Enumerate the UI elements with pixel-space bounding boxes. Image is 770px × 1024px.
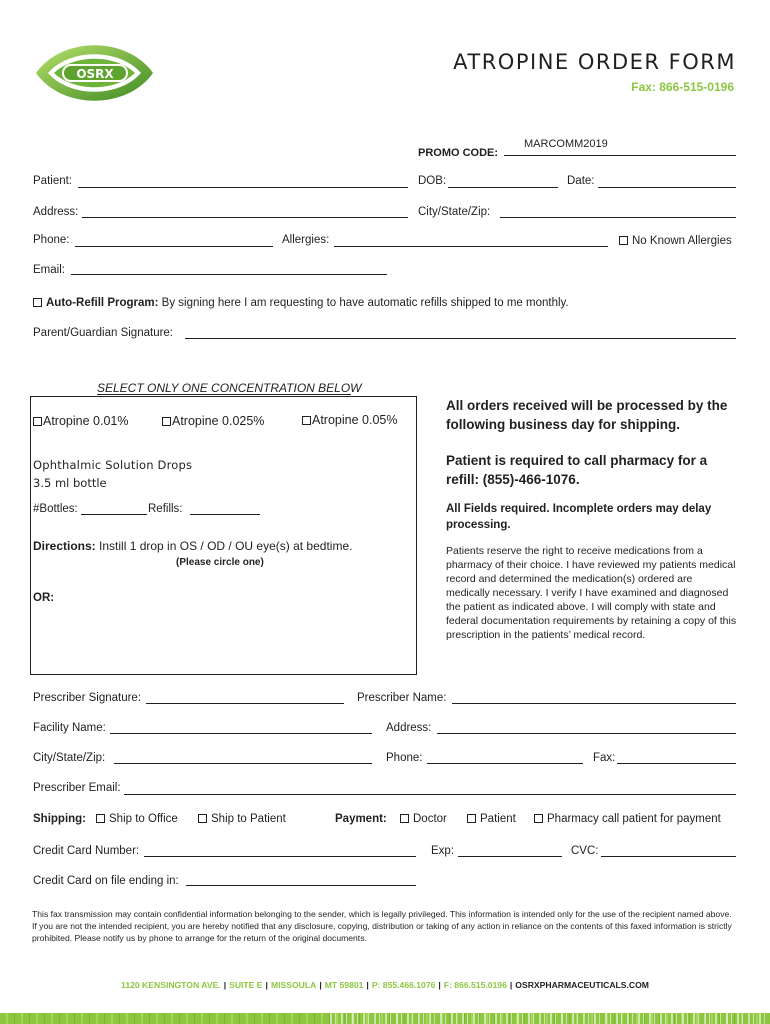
card-number-label: Credit Card Number: bbox=[33, 845, 140, 857]
payment-label: Payment: bbox=[335, 813, 387, 825]
pay-doctor-option[interactable]: Doctor bbox=[400, 813, 447, 825]
pay-doctor-checkbox[interactable] bbox=[400, 814, 409, 823]
processing-note: All orders received will be processed by the following business day for shipping. bbox=[446, 398, 728, 432]
pay-patient-option[interactable]: Patient bbox=[467, 813, 516, 825]
product-line-1: Ophthalmic Solution Drops bbox=[33, 458, 193, 472]
email-field[interactable] bbox=[71, 274, 387, 275]
address-label: Address: bbox=[33, 206, 79, 218]
osrx-logo bbox=[32, 34, 157, 112]
circle-note: (Please circle one) bbox=[176, 557, 264, 568]
footer-address: 1120 KENSINGTON AVE. bbox=[121, 980, 221, 990]
footer-phone: P: 855.466.1076 bbox=[371, 980, 436, 990]
ship-patient-option[interactable]: Ship to Patient bbox=[198, 813, 286, 825]
promo-line bbox=[504, 155, 736, 156]
prescriber-phone-label: Phone: bbox=[386, 752, 423, 764]
email-label: Email: bbox=[33, 264, 65, 276]
conc-checkbox-005[interactable] bbox=[302, 416, 311, 425]
city-field[interactable] bbox=[500, 217, 736, 218]
card-onfile-label: Credit Card on file ending in: bbox=[33, 875, 179, 887]
product-line-2: 3.5 ml bottle bbox=[33, 476, 107, 490]
or-label: OR: bbox=[33, 592, 55, 604]
patient-label: Patient: bbox=[33, 175, 72, 187]
footer-fax: F: 866.515.0196 bbox=[443, 980, 507, 990]
concentration-header-underline bbox=[97, 394, 351, 395]
bottles-label: #Bottles: bbox=[33, 503, 78, 515]
patient-field[interactable] bbox=[78, 187, 408, 188]
card-cvc-field[interactable] bbox=[601, 856, 736, 857]
prescriber-phone-field[interactable] bbox=[427, 763, 583, 764]
ship-office-option[interactable]: Ship to Office bbox=[96, 813, 178, 825]
prescriber-name-label: Prescriber Name: bbox=[357, 692, 447, 704]
pay-pharmacy-option[interactable]: Pharmacy call patient for payment bbox=[534, 813, 721, 825]
conc-option-0025[interactable]: Atropine 0.025% bbox=[162, 414, 264, 428]
footer-website[interactable]: OSRXPHARMACEUTICALS.COM bbox=[515, 980, 649, 990]
phone-field[interactable] bbox=[75, 246, 273, 247]
no-allergies-option[interactable]: No Known Allergies bbox=[619, 235, 732, 247]
facility-field[interactable] bbox=[110, 733, 372, 734]
guardian-signature-label: Parent/Guardian Signature: bbox=[33, 327, 174, 339]
footer-state: MT 59801 bbox=[324, 980, 364, 990]
notes-column bbox=[446, 396, 741, 642]
footer-suite: SUITE E bbox=[229, 980, 263, 990]
card-onfile-field[interactable] bbox=[186, 885, 416, 886]
card-exp-field[interactable] bbox=[458, 856, 562, 857]
conc-checkbox-001[interactable] bbox=[33, 417, 42, 426]
prescriber-signature-field[interactable] bbox=[146, 703, 344, 704]
footer-city: MISSOULA bbox=[270, 980, 317, 990]
prescriber-address-field[interactable] bbox=[437, 733, 736, 734]
autorefill-checkbox[interactable] bbox=[33, 298, 42, 307]
promo-value[interactable]: MARCOMM2019 bbox=[524, 138, 608, 150]
directions-row: Directions: Instill 1 drop in OS / OD / OU eye(s) at bedtime. bbox=[33, 539, 353, 553]
form-title: ATROPINE ORDER FORM bbox=[453, 50, 736, 74]
pay-patient-checkbox[interactable] bbox=[467, 814, 476, 823]
address-field[interactable] bbox=[82, 217, 408, 218]
refills-label: Refills: bbox=[148, 503, 183, 515]
ship-patient-checkbox[interactable] bbox=[198, 814, 207, 823]
promo-label: PROMO CODE: bbox=[418, 147, 499, 159]
conc-option-005[interactable]: Atropine 0.05% bbox=[302, 413, 397, 427]
prescriber-address-label: Address: bbox=[386, 722, 432, 734]
autorefill-text: By signing here I am requesting to have automatic refills shipped to me monthly. bbox=[158, 297, 569, 309]
conc-option-001[interactable]: Atropine 0.01% bbox=[33, 414, 128, 428]
prescriber-name-field[interactable] bbox=[452, 703, 736, 704]
concentration-panel bbox=[30, 396, 417, 675]
refills-field[interactable] bbox=[190, 514, 260, 515]
card-cvc-label: CVC: bbox=[571, 845, 599, 857]
allergies-label: Allergies: bbox=[282, 234, 330, 246]
footer: 1120 KENSINGTON AVE. | SUITE E | MISSOULA | MT 59801 | P: 855.466.1076 | F: 866.515.0196 | OSRXPHARMACEUTICALS.COM bbox=[121, 980, 649, 990]
prescriber-signature-label: Prescriber Signature: bbox=[33, 692, 142, 704]
card-number-field[interactable] bbox=[144, 856, 416, 857]
required-note: All Fields required. Incomplete orders may delay processing. bbox=[446, 503, 712, 531]
prescriber-city-field[interactable] bbox=[114, 763, 372, 764]
guardian-signature-field[interactable] bbox=[185, 338, 736, 339]
prescriber-fax-label: Fax: bbox=[593, 752, 616, 764]
header-fax: Fax: 866-515-0196 bbox=[631, 80, 734, 94]
concentration-header: SELECT ONLY ONE CONCENTRATION BELOW bbox=[97, 381, 362, 395]
card-exp-label: Exp: bbox=[431, 845, 455, 857]
ship-office-checkbox[interactable] bbox=[96, 814, 105, 823]
phone-label: Phone: bbox=[33, 234, 70, 246]
reserve-note: Patients reserve the right to receive medications from a pharmacy of their choice. I have reviewed my patients medical record and determined the medication(s) ordered are medically necessary. I verify I have examined and diagnosed the patient as indicated above. I will comply with state and federal documentation requirements by retaining a copy of this prescription in the patients’ medical record. bbox=[446, 545, 737, 641]
prescriber-email-label: Prescriber Email: bbox=[33, 782, 121, 794]
conc-checkbox-0025[interactable] bbox=[162, 417, 171, 426]
refill-note: Patient is required to call pharmacy for a refill: (855)-466-1076. bbox=[446, 453, 708, 487]
dob-field[interactable] bbox=[448, 187, 558, 188]
date-label: Date: bbox=[567, 175, 595, 187]
prescriber-city-label: City/State/Zip: bbox=[33, 752, 106, 764]
prescriber-fax-field[interactable] bbox=[617, 763, 736, 764]
bottom-bar-texture bbox=[330, 1013, 770, 1024]
dob-label: DOB: bbox=[418, 175, 447, 187]
logo-text: OSRX bbox=[76, 67, 114, 81]
date-field[interactable] bbox=[598, 187, 736, 188]
disclaimer: This fax transmission may contain confidential information belonging to the sender, which is legally privileged. This information is intended only for the use of the recipient named above. If you are not the intended recipient, you are hereby notified that any disclosure, copying, distribution or taking of any action in reliance on the contents of this faxed information is strictly prohibited. Please notify us by phone to arrange for the return of the original documents. bbox=[32, 909, 732, 943]
prescriber-email-field[interactable] bbox=[124, 794, 736, 795]
allergies-field[interactable] bbox=[334, 246, 608, 247]
autorefill-option[interactable] bbox=[33, 297, 569, 309]
autorefill-title: Auto-Refill Program: bbox=[46, 297, 159, 309]
bottles-field[interactable] bbox=[81, 514, 147, 515]
no-allergies-checkbox[interactable] bbox=[619, 236, 628, 245]
city-label: City/State/Zip: bbox=[418, 206, 491, 218]
pay-pharmacy-checkbox[interactable] bbox=[534, 814, 543, 823]
facility-label: Facility Name: bbox=[33, 722, 106, 734]
shipping-label: Shipping: bbox=[33, 813, 87, 825]
